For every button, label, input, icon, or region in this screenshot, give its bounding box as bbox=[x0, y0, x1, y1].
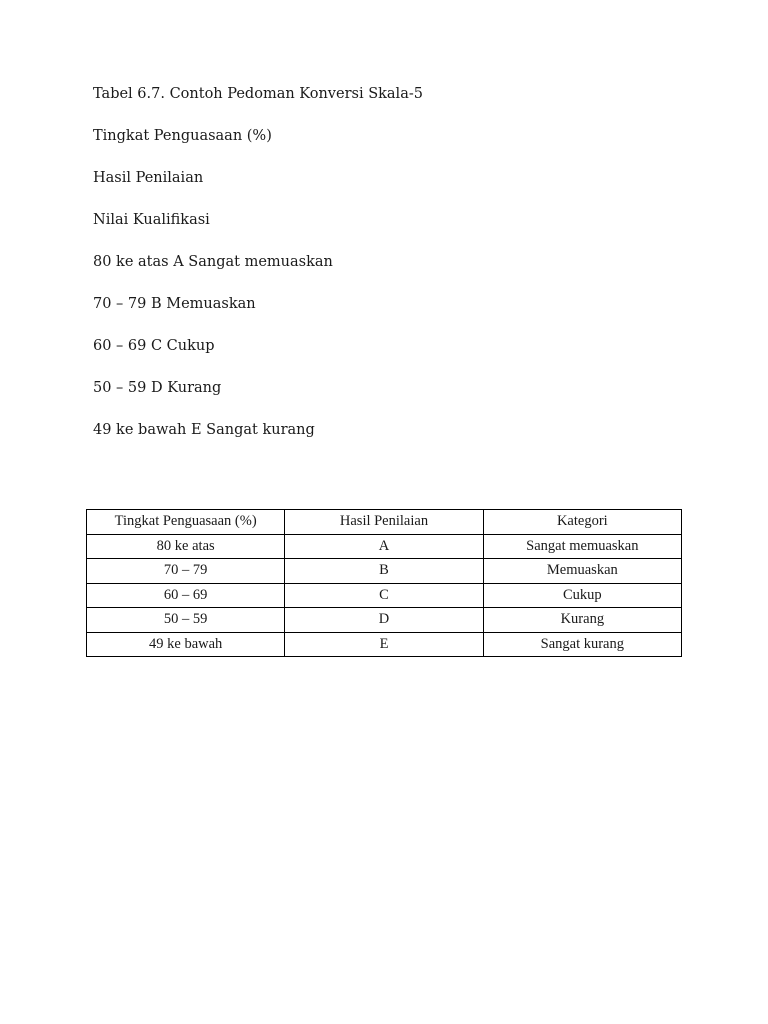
text-line: 60 – 69 C Cukup bbox=[93, 338, 215, 354]
text-line: Hasil Penilaian bbox=[93, 170, 204, 186]
text-line: 50 – 59 D Kurang bbox=[93, 380, 222, 396]
table-header-row bbox=[87, 510, 682, 535]
text-line: Nilai Kualifikasi bbox=[93, 212, 210, 228]
cell-hasil: B bbox=[285, 559, 483, 584]
table-row bbox=[87, 559, 682, 584]
cell-tingkat: 49 ke bawah bbox=[87, 632, 285, 657]
cell-kategori: Memuaskan bbox=[483, 559, 681, 584]
table-row bbox=[87, 632, 682, 657]
header-hasil-penilaian: Hasil Penilaian bbox=[285, 510, 483, 535]
table-caption: Tabel 6.7. Contoh Pedoman Konversi Skala-5 bbox=[93, 86, 423, 102]
table-row bbox=[87, 608, 682, 633]
header-tingkat-penguasaan: Tingkat Penguasaan (%) bbox=[87, 510, 285, 535]
table-row bbox=[87, 583, 682, 608]
cell-hasil: D bbox=[285, 608, 483, 633]
cell-tingkat: 50 – 59 bbox=[87, 608, 285, 633]
text-line: 80 ke atas A Sangat memuaskan bbox=[93, 254, 333, 270]
text-line: 49 ke bawah E Sangat kurang bbox=[93, 422, 315, 438]
cell-kategori: Sangat kurang bbox=[483, 632, 681, 657]
cell-hasil: A bbox=[285, 534, 483, 559]
cell-hasil: C bbox=[285, 583, 483, 608]
text-line: Tingkat Penguasaan (%) bbox=[93, 128, 272, 144]
text-lines bbox=[93, 84, 423, 462]
cell-kategori: Sangat memuaskan bbox=[483, 534, 681, 559]
text-line: 70 – 79 B Memuaskan bbox=[93, 296, 256, 312]
cell-kategori: Kurang bbox=[483, 608, 681, 633]
cell-hasil: E bbox=[285, 632, 483, 657]
table-row bbox=[87, 534, 682, 559]
conversion-table bbox=[86, 509, 682, 657]
cell-tingkat: 70 – 79 bbox=[87, 559, 285, 584]
cell-tingkat: 80 ke atas bbox=[87, 534, 285, 559]
cell-kategori: Cukup bbox=[483, 583, 681, 608]
header-kategori: Kategori bbox=[483, 510, 681, 535]
cell-tingkat: 60 – 69 bbox=[87, 583, 285, 608]
